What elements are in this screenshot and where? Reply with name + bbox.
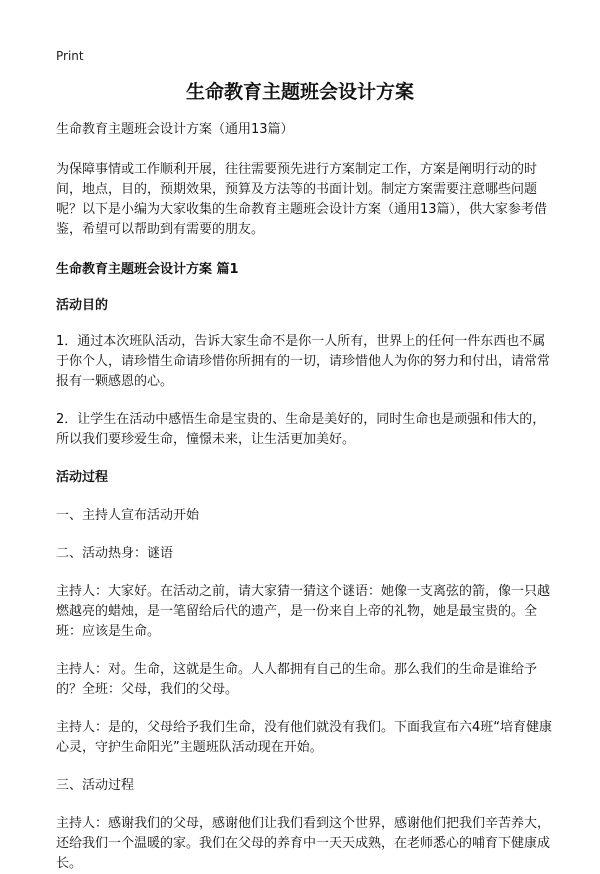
page-title: 生命教育主题班会设计方案	[185, 81, 414, 103]
step-2: 二、活动热身：谜语	[56, 546, 174, 561]
purpose-paragraph-2: 2．让学生在活动中感悟生命是宝贵的、生命是美好的，同时生命也是顽强和伟大的，所以我们要珍爱生命，憧憬未来，让生活更加美好。	[56, 412, 546, 447]
document-subtitle: 生命教育主题班会设计方案（通用13篇）	[56, 122, 294, 137]
document-body	[56, 120, 556, 874]
host-paragraph-4: 主持人：感谢我们的父母，感谢他们让我们看到这个世界，感谢他们把我们辛苦养大，还给我们一个温暖的家。我们在父母的养育中一天天成熟，在老师悉心的哺育下健康成长。	[56, 816, 551, 871]
intro-paragraph: 为保障事情或工作顺利开展，往往需要预先进行方案制定工作，方案是阐明行动的时间，地点，目的，预期效果，预算及方法等的书面计划。制定方案需要注意哪些问题呢？以下是小编为大家收集的生命教育主题班会设计方案（通用13篇），供大家参考借鉴，希望可以帮助到有需要的朋友。	[56, 162, 548, 237]
host-paragraph-2: 主持人：对。生命，这就是生命。人人都拥有自己的生命。那么我们的生命是谁给予的？全班：父母，我们的父母。	[56, 662, 538, 697]
purpose-heading: 活动目的	[56, 298, 109, 313]
process-heading: 活动过程	[56, 470, 109, 485]
step-3: 三、活动过程	[56, 778, 135, 793]
step-1: 一、主持人宣布活动开始	[56, 508, 200, 523]
print-link[interactable]: Print	[56, 49, 84, 63]
purpose-paragraph-1: 1．通过本次班队活动，告诉大家生命不是你一人所有，世界上的任何一件东西也不属于你个人，请珍惜生命请珍惜你所拥有的一切，请珍惜他人为你的努力和付出，请常常报有一颗感恩的心。	[56, 334, 551, 389]
section-heading: 生命教育主题班会设计方案 篇1	[56, 262, 239, 277]
host-paragraph-3: 主持人：是的，父母给予我们生命，没有他们就没有我们。下面我宣布六4班“培育健康心灵，守护生命阳光”主题班队活动现在开始。	[56, 720, 553, 755]
host-paragraph-1: 主持人：大家好。在活动之前，请大家猜一猜这个谜语：她像一支离弦的箭，像一只越燃越亮的蜡烛，是一笔留给后代的遗产，是一份来自上帝的礼物，她是最宝贵的。全班：应该是生命。	[56, 584, 551, 639]
